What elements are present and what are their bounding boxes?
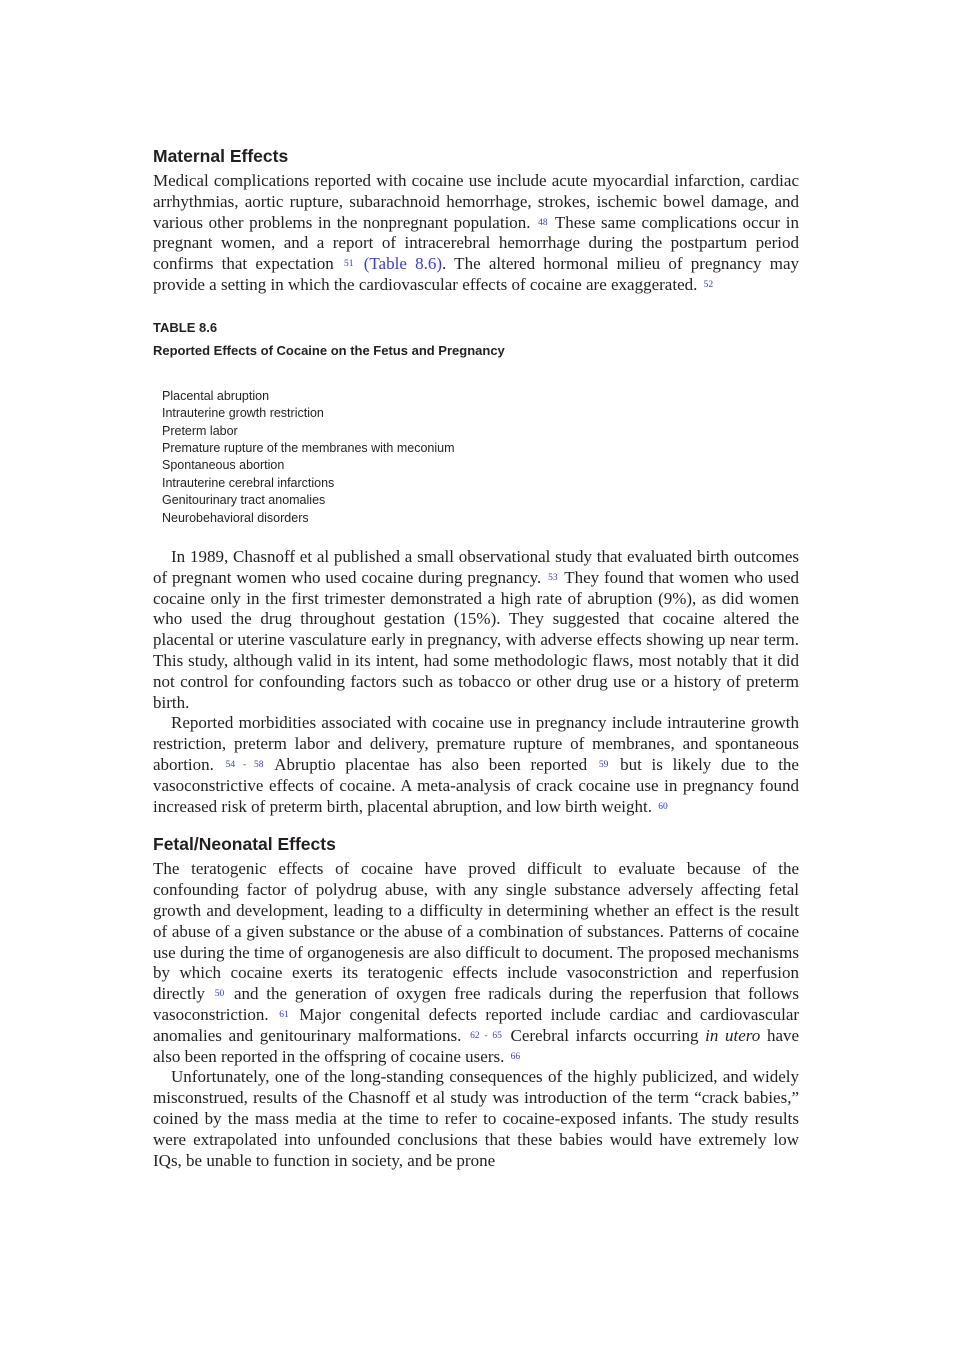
text-run: Reported morbidities associated with cocaine use in pregnancy include intrauterine growth restriction, preterm labor and delivery, premature rupture of membranes, and spontaneous abortion.: [153, 713, 799, 774]
text-run: They found that women who used cocaine only in the first trimester demonstrated a high rate of abruption (9%), as did women who used the drug throughout gestation (15%). They suggested that cocaine altered the placental or uterine vasculature early in pregnancy, with adverse effects showing up near term. This study, although valid in its intent, had some methodologic flaws, most notably that it did not control for confounding factors such as tobacco or other drug use or a history of preterm birth.: [153, 567, 800, 712]
paragraph-chasnoff-study: [153, 547, 799, 713]
citation-link[interactable]: 48: [538, 217, 548, 228]
citation-link[interactable]: 54 - 58: [225, 760, 264, 770]
text-run: Major congenital defects reported include cardiac and cardiovascular anomalies and genitourinary malformations.: [153, 1004, 800, 1045]
text-run: In 1989, Chasnoff et al published a small observational study that evaluated birth outcomes of pregnant women who used cocaine during pregnancy.: [153, 547, 799, 587]
table-item: Preterm labor: [162, 423, 238, 438]
table-block: [153, 320, 799, 527]
table-item: Neurobehavioral disorders: [162, 510, 309, 525]
table-label: TABLE 8.6: [153, 319, 218, 335]
table-item: Genitourinary tract anomalies: [162, 493, 326, 508]
page-content: [153, 143, 799, 1171]
paragraph-teratogenic-effects: [153, 859, 799, 1067]
citation-link[interactable]: 59: [598, 760, 609, 770]
table-item: Intrauterine cerebral infarctions: [162, 475, 335, 490]
section-heading-maternal-effects: Maternal Effects: [153, 146, 289, 166]
text-run: . The altered hormonal milieu of pregnancy may provide a setting in which the cardiovascular effects of cocaine are exaggerated.: [153, 254, 800, 294]
text-run: These same complications occur in pregnant women, and a report of intracerebral hemorrhage during the postpartum period confirms that expectation: [153, 212, 799, 274]
text-run: Cerebral infarcts occurring: [510, 1025, 699, 1045]
table-title: Reported Effects of Cocaine on the Fetus and Pregnancy: [153, 342, 505, 358]
text-run: Abruptio placentae has also been reported: [274, 755, 588, 774]
text-run: The teratogenic effects of cocaine have proved difficult to evaluate because of the confounding factor of polydrug abuse, with any single substance adversely affecting fetal growth and development, leading to a difficulty in determining whether an effect is the result of abuse of a given substance or the abuse of a combination of substances. Patterns of cocaine use during the time of organogenesis are also difficult to document. The proposed mechanisms by which cocaine exerts its teratogenic effects include vasoconstriction and reperfusion directly: [153, 859, 799, 1004]
citation-link[interactable]: 61: [279, 1009, 289, 1020]
citation-link[interactable]: 53: [548, 572, 558, 583]
table-item: Intrauterine growth restriction: [162, 406, 324, 421]
paragraph-reported-morbidities: [153, 713, 799, 817]
table-reference-link[interactable]: (Table 8.6): [363, 254, 443, 274]
section-heading-fetal-neonatal-effects: Fetal/Neonatal Effects: [153, 834, 336, 855]
citation-link[interactable]: 50: [214, 989, 225, 1000]
citation-link[interactable]: 66: [510, 1051, 521, 1062]
text-run: have also been reported in the offspring of cocaine users.: [153, 1025, 800, 1066]
citation-link[interactable]: 60: [658, 801, 668, 812]
citation-link[interactable]: 51: [343, 259, 354, 270]
text-run: and the generation of oxygen free radicals during the reperfusion that follows vasoconstriction.: [153, 984, 800, 1024]
paragraph-maternal-effects: [153, 171, 799, 296]
italic-term: in utero: [705, 1025, 761, 1045]
table-item: Spontaneous abortion: [162, 458, 285, 473]
citation-link[interactable]: 52: [703, 279, 714, 290]
table-item: Premature rupture of the membranes with meconium: [162, 441, 455, 455]
table-item: Placental abruption: [162, 388, 270, 403]
text-run: Unfortunately, one of the long-standing consequences of the highly publicized, and widely misconstrued, results of the Chasnoff et al study was introduction of the term “crack babies,” coined by the mass media at the time to refer to cocaine-exposed infants. The study results were extrapolated into unfounded conclusions that these babies would have extremely low IQs, be unable to function in society, and be prone: [153, 1067, 799, 1170]
paragraph-crack-babies: [153, 1067, 799, 1171]
text-run: Medical complications reported with cocaine use include acute myocardial infarction, cardiac arrhythmias, aortic rupture, subarachnoid hemorrhage, strokes, ischemic bowel damage, and various other problems in the nonpregnant population.: [153, 171, 799, 232]
table-item-list: [153, 388, 799, 527]
citation-link[interactable]: 62 - 65: [470, 1030, 502, 1041]
text-run: but is likely due to the vasoconstrictive effects of cocaine. A meta-analysis of crack cocaine use in pregnancy found increased risk of preterm birth, placental abruption, and low birth weight.: [153, 755, 799, 816]
